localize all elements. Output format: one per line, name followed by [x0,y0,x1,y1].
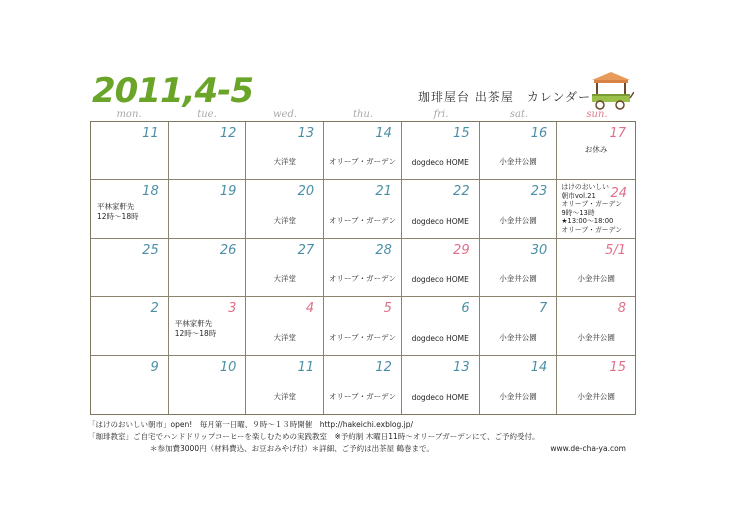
calendar-day-cell [169,180,247,237]
day-number: 27 [297,242,315,258]
calendar-day-cell [402,297,480,354]
day-number: 7 [539,301,548,317]
day-number: 26 [219,242,237,258]
calendar-day-cell [169,122,247,179]
day-number: 14 [530,359,548,375]
calendar-day-cell [246,122,324,179]
day-number: 13 [297,126,315,141]
day-event-location: 平林家軒先 12時〜18時 [174,319,217,339]
day-event-location: dogdeco HOME [411,158,469,168]
footer-info [88,419,648,455]
event-detail-line: オリーブ・ガーデン [561,200,623,209]
day-event-location: オリーブ・ガーデン [329,391,396,401]
coffee-cart-icon [588,70,634,110]
dow-label: thu. [352,109,374,120]
day-number: 22 [453,184,470,200]
day-number: 20 [297,184,315,200]
calendar-day-cell [480,356,558,414]
day-event-location: 小金井公園 [499,157,537,167]
day-event-location: 小金井公園 [499,274,537,284]
event-detail-line: 朝市vol.21 [561,191,596,200]
day-event-location: オリーブ・ガーデン [329,332,396,342]
calendar-day-cell [480,297,558,354]
calendar-day-cell [246,239,324,296]
day-event-location: 小金井公園 [499,215,537,225]
day-number: 24 [610,186,628,202]
day-event-location: 小金井公園 [499,391,537,401]
footer-fee-text: ＊参加費3000円（材料費込、お豆おみやげ付）＊詳細、ご予約は出茶屋 鶴巻まで。 [150,444,434,453]
calendar-day-cell [402,239,480,296]
days-of-week-header [90,109,636,121]
day-event-location: dogdeco HOME [411,275,469,285]
day-number: 19 [219,184,237,200]
day-event-location: オリーブ・ガーデン [329,274,396,284]
calendar-week-row [91,356,635,414]
calendar-week-row [91,297,635,355]
day-number: 10 [219,359,237,375]
calendar-day-cell [557,297,635,354]
day-number: 11 [297,359,315,375]
calendar-title: 珈琲屋台 出茶屋 カレンダー [418,90,592,104]
dow-label: sun. [586,109,608,120]
calendar-day-cell [480,122,558,179]
calendar-grid [90,109,636,415]
day-number: 3 [228,301,237,317]
event-detail-line: はけのおいしい [561,183,609,192]
calendar-day-cell [402,356,480,414]
event-detail-line: オリーブ・ガーデン [561,225,623,234]
day-event-location: オリーブ・ガーデン [329,215,396,225]
day-number: 12 [219,126,237,141]
day-number: 30 [530,242,548,258]
calendar-week-row [91,122,635,180]
calendar-day-cell [246,180,324,237]
calendar-day-cell [557,239,635,296]
calendar-day-cell [324,239,402,296]
day-number: 12 [375,359,392,375]
day-event-location: オリーブ・ガーデン [329,157,396,167]
day-number: 2 [150,301,159,317]
calendar-week-row [91,180,635,238]
calendar-day-cell [324,297,402,354]
day-number: 25 [142,242,159,258]
footer-line-coffee-class: 「珈琲教室」ご自宅でハンドドリップコーヒーを楽しむための実践教室 ※予約制 木曜日11時〜オリーブガーデンにて、ご予約受付。 [88,432,540,441]
calendar-day-cell [402,180,480,237]
day-event-location: 小金井公園 [499,332,537,342]
day-number: 13 [453,359,470,375]
footer-line-morning-market: 「はけのおいしい朝市」open! 毎月第一日曜、９時〜１３時開催 http://hakeichi.exblog.jp/ [88,420,414,429]
day-event-location: 大洋堂 [273,215,297,225]
calendar-day-cell [91,239,169,296]
day-number: 18 [142,184,159,200]
calendar-day-cell [557,180,635,237]
day-event-location: dogdeco HOME [411,216,469,226]
calendar-day-cell [557,356,635,414]
day-number: 8 [617,301,627,317]
calendar-day-cell [169,356,247,414]
day-number: 9 [150,359,159,375]
day-event-location: 大洋堂 [273,274,297,284]
day-event-location: 大洋堂 [273,157,297,167]
footer-website-url: www.de-cha-ya.com [550,444,626,453]
calendar-day-cell [169,297,247,354]
calendar-day-cell [324,122,402,179]
day-number: 23 [530,184,548,200]
day-number: 6 [461,301,470,317]
day-number: 4 [305,301,315,317]
calendar-date-range: 2011,4-5 [92,71,253,111]
calendar-day-cell [402,122,480,179]
day-number: 5 [383,301,392,317]
calendar-day-cell [480,239,558,296]
calendar-day-cell [246,356,324,414]
calendar-day-cell [324,356,402,414]
day-number: 29 [453,242,470,258]
day-number: 5/1 [605,242,627,258]
day-number: 16 [530,126,548,141]
calendar-day-cell [91,180,169,237]
day-number: 15 [453,126,470,141]
dow-label: sat. [509,109,529,120]
day-event-details [561,183,622,234]
calendar-day-cell [246,297,324,354]
day-number: 14 [375,126,392,141]
calendar-weeks [90,121,636,415]
calendar-day-cell [91,297,169,354]
calendar-week-row [91,239,635,297]
calendar-day-cell [324,180,402,237]
day-event-location: 小金井公園 [577,332,615,342]
day-event-location: 小金井公園 [577,274,615,284]
dow-label: fri. [433,109,449,120]
day-number: 11 [142,126,159,141]
calendar-day-cell [91,122,169,179]
footer-line-fee [88,443,648,455]
event-detail-line: 9時〜13時 [561,208,595,217]
day-number: 17 [609,126,627,141]
dow-label: mon. [116,109,142,120]
day-number: 28 [375,242,392,258]
day-number: 15 [609,359,627,375]
day-event-location: 大洋堂 [273,391,297,401]
day-event-location: 平林家軒先 12時〜18時 [97,202,139,222]
event-detail-line: ★13:00〜18:00 [561,217,614,226]
day-number: 21 [375,184,392,200]
day-event-location: お休み [584,145,608,154]
calendar-day-cell [91,356,169,414]
day-event-location: dogdeco HOME [411,392,469,402]
day-event-location: 大洋堂 [273,332,297,342]
day-event-location: 小金井公園 [577,391,615,401]
dow-label: tue. [197,109,217,120]
calendar-day-cell [480,180,558,237]
dow-label: wed. [272,109,298,120]
day-event-location: dogdeco HOME [411,333,469,343]
calendar-day-cell [169,239,247,296]
calendar-day-cell [557,122,635,179]
